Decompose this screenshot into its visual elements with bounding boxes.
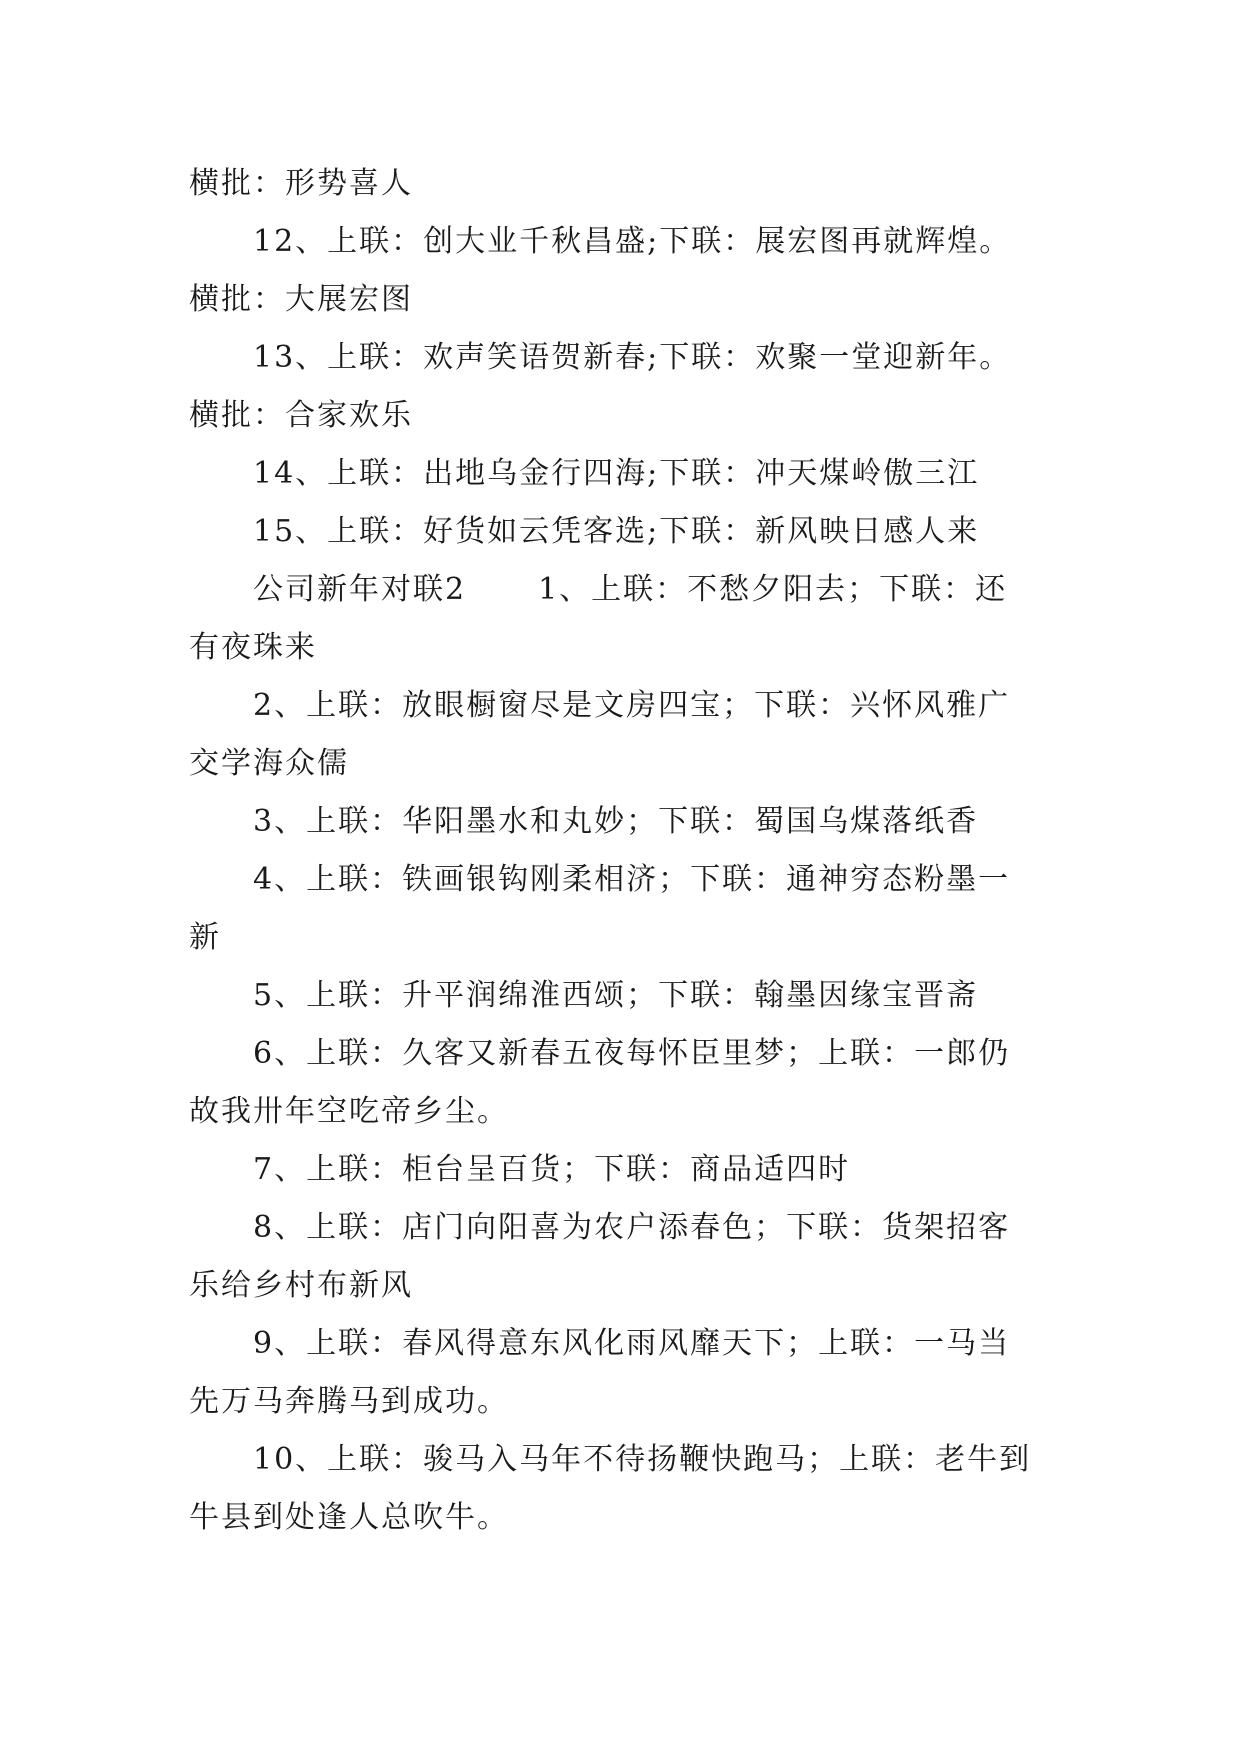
text-line: 5、上联：升平润绵淮西颂；下联：翰墨因缘宝晋斋 bbox=[253, 978, 979, 1013]
text-line: 先万马奔腾马到成功。 bbox=[189, 1384, 509, 1419]
text-line: 新 bbox=[189, 920, 221, 955]
text-line: 4、上联：铁画银钩刚柔相济；下联：通神穷态粉墨一 bbox=[253, 862, 1011, 897]
text-line bbox=[189, 561, 1053, 619]
text-line: 13、上联：欢声笑语贺新春;下联：欢聚一堂迎新年。 bbox=[253, 340, 1012, 375]
text-line: 6、上联：久客又新春五夜每怀臣里梦；上联：一郎仍 bbox=[253, 1036, 1011, 1071]
text-line: 7、上联：柜台呈百货；下联：商品适四时 bbox=[253, 1152, 851, 1187]
section-heading: 公司新年对联2 bbox=[253, 572, 467, 607]
text-line: 有夜珠来 bbox=[189, 630, 317, 665]
text-line: 故我卅年空吃帝乡尘。 bbox=[189, 1094, 509, 1129]
text-line: 横批：合家欢乐 bbox=[189, 398, 413, 433]
text-line: 12、上联：创大业千秋昌盛;下联：展宏图再就辉煌。 bbox=[253, 224, 1012, 259]
text-line: 8、上联：店门向阳喜为农户添春色；下联：货架招客 bbox=[253, 1210, 1011, 1245]
text-line: 9、上联：春风得意东风化雨风靡天下；上联：一马当 bbox=[253, 1326, 1011, 1361]
text-line: 横批：大展宏图 bbox=[189, 282, 413, 317]
document-body bbox=[189, 155, 1053, 1547]
text-line: 横批：形势喜人 bbox=[189, 166, 413, 201]
text-segment: 1、上联：不愁夕阳去；下联：还 bbox=[538, 572, 1008, 607]
text-line: 2、上联：放眼橱窗尽是文房四宝；下联：兴怀风雅广 bbox=[253, 688, 1011, 723]
text-line: 14、上联：出地乌金行四海;下联：冲天煤岭傲三江 bbox=[253, 456, 980, 491]
text-line: 牛县到处逢人总吹牛。 bbox=[189, 1500, 509, 1535]
text-line: 交学海众儒 bbox=[189, 746, 349, 781]
text-line: 15、上联：好货如云凭客选;下联：新风映日感人来 bbox=[253, 514, 980, 549]
text-line: 10、上联：骏马入马年不待扬鞭快跑马；上联：老牛到 bbox=[253, 1442, 1032, 1477]
text-line: 乐给乡村布新风 bbox=[189, 1268, 413, 1303]
text-line: 3、上联：华阳墨水和丸妙；下联：蜀国乌煤落纸香 bbox=[253, 804, 979, 839]
